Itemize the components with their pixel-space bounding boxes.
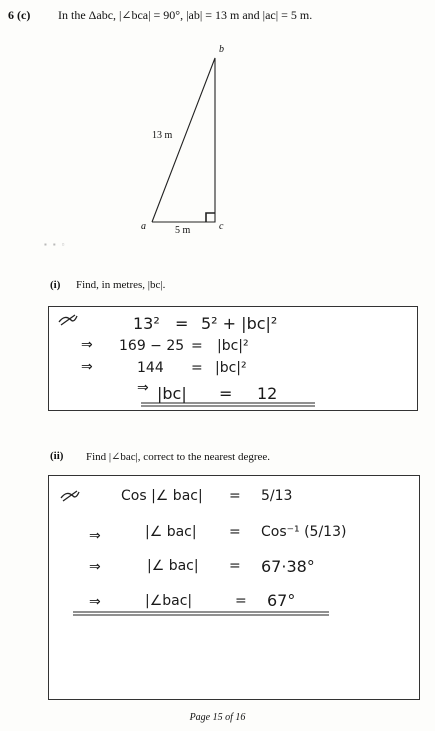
examiner-tick-icon bbox=[59, 489, 81, 503]
vertex-c-label: c bbox=[219, 221, 224, 232]
step-mark: ⇒ bbox=[89, 594, 101, 610]
step-lhs: |∠ bac| bbox=[147, 558, 199, 574]
step-mark: ⇒ bbox=[89, 528, 101, 544]
step-eq: = bbox=[175, 314, 189, 333]
step-lhs: 169 − 25 bbox=[119, 338, 185, 354]
step-rhs: 67·38° bbox=[261, 557, 315, 576]
step-rhs: |bc|² bbox=[215, 360, 247, 376]
vertex-b-label: b bbox=[219, 44, 224, 55]
part-i-prompt: Find, in metres, |bc|. bbox=[76, 279, 166, 291]
step-mark: ⇒ bbox=[81, 359, 93, 375]
vertex-a-label: a bbox=[141, 221, 146, 232]
step-rhs: 67° bbox=[267, 591, 296, 610]
part-ii-answer-box bbox=[48, 475, 420, 700]
step-rhs: 12 bbox=[257, 384, 278, 403]
step-lhs: 13² bbox=[133, 314, 160, 333]
step-eq: = bbox=[219, 384, 233, 403]
part-ii-label: (ii) bbox=[50, 450, 64, 462]
step-lhs: |∠bac| bbox=[145, 593, 193, 609]
step-lhs: |bc| bbox=[157, 384, 187, 403]
question-number: 6 (c) bbox=[8, 8, 31, 22]
part-i-label: (i) bbox=[50, 279, 61, 291]
step-eq: = bbox=[229, 488, 241, 504]
part-i-answer-box bbox=[48, 306, 418, 411]
step-lhs: 144 bbox=[137, 360, 164, 376]
side-ab-length: 13 m bbox=[152, 130, 173, 141]
side-ac-length: 5 m bbox=[175, 225, 191, 236]
right-angle-marker bbox=[206, 213, 215, 222]
examiner-tick-icon bbox=[57, 313, 79, 327]
step-rhs: Cos⁻¹ (5/13) bbox=[261, 524, 347, 540]
step-eq: = bbox=[191, 338, 203, 354]
step-lhs: Cos |∠ bac| bbox=[121, 488, 203, 504]
step-mark: ⇒ bbox=[137, 380, 149, 396]
step-rhs: 5² + |bc|² bbox=[201, 314, 278, 333]
step-eq: = bbox=[235, 593, 247, 609]
step-lhs: |∠ bac| bbox=[145, 524, 197, 540]
step-eq: = bbox=[229, 524, 241, 540]
answer-underline bbox=[71, 610, 333, 618]
answer-underline bbox=[139, 401, 319, 409]
step-rhs: 5/13 bbox=[261, 488, 293, 504]
step-eq: = bbox=[229, 558, 241, 574]
page-footer: Page 15 of 16 bbox=[189, 712, 246, 723]
part-ii-prompt: Find |∠bac|, correct to the nearest degree. bbox=[86, 451, 271, 463]
step-mark: ⇒ bbox=[81, 337, 93, 353]
scan-speck: ▪ ▪ ▫ bbox=[44, 240, 67, 249]
step-rhs: |bc|² bbox=[217, 338, 249, 354]
step-mark: ⇒ bbox=[89, 559, 101, 575]
question-text: In the Δabc, |∠bca| = 90°, |ab| = 13 m and |ac| = 5 m. bbox=[58, 8, 313, 22]
step-eq: = bbox=[191, 360, 203, 376]
